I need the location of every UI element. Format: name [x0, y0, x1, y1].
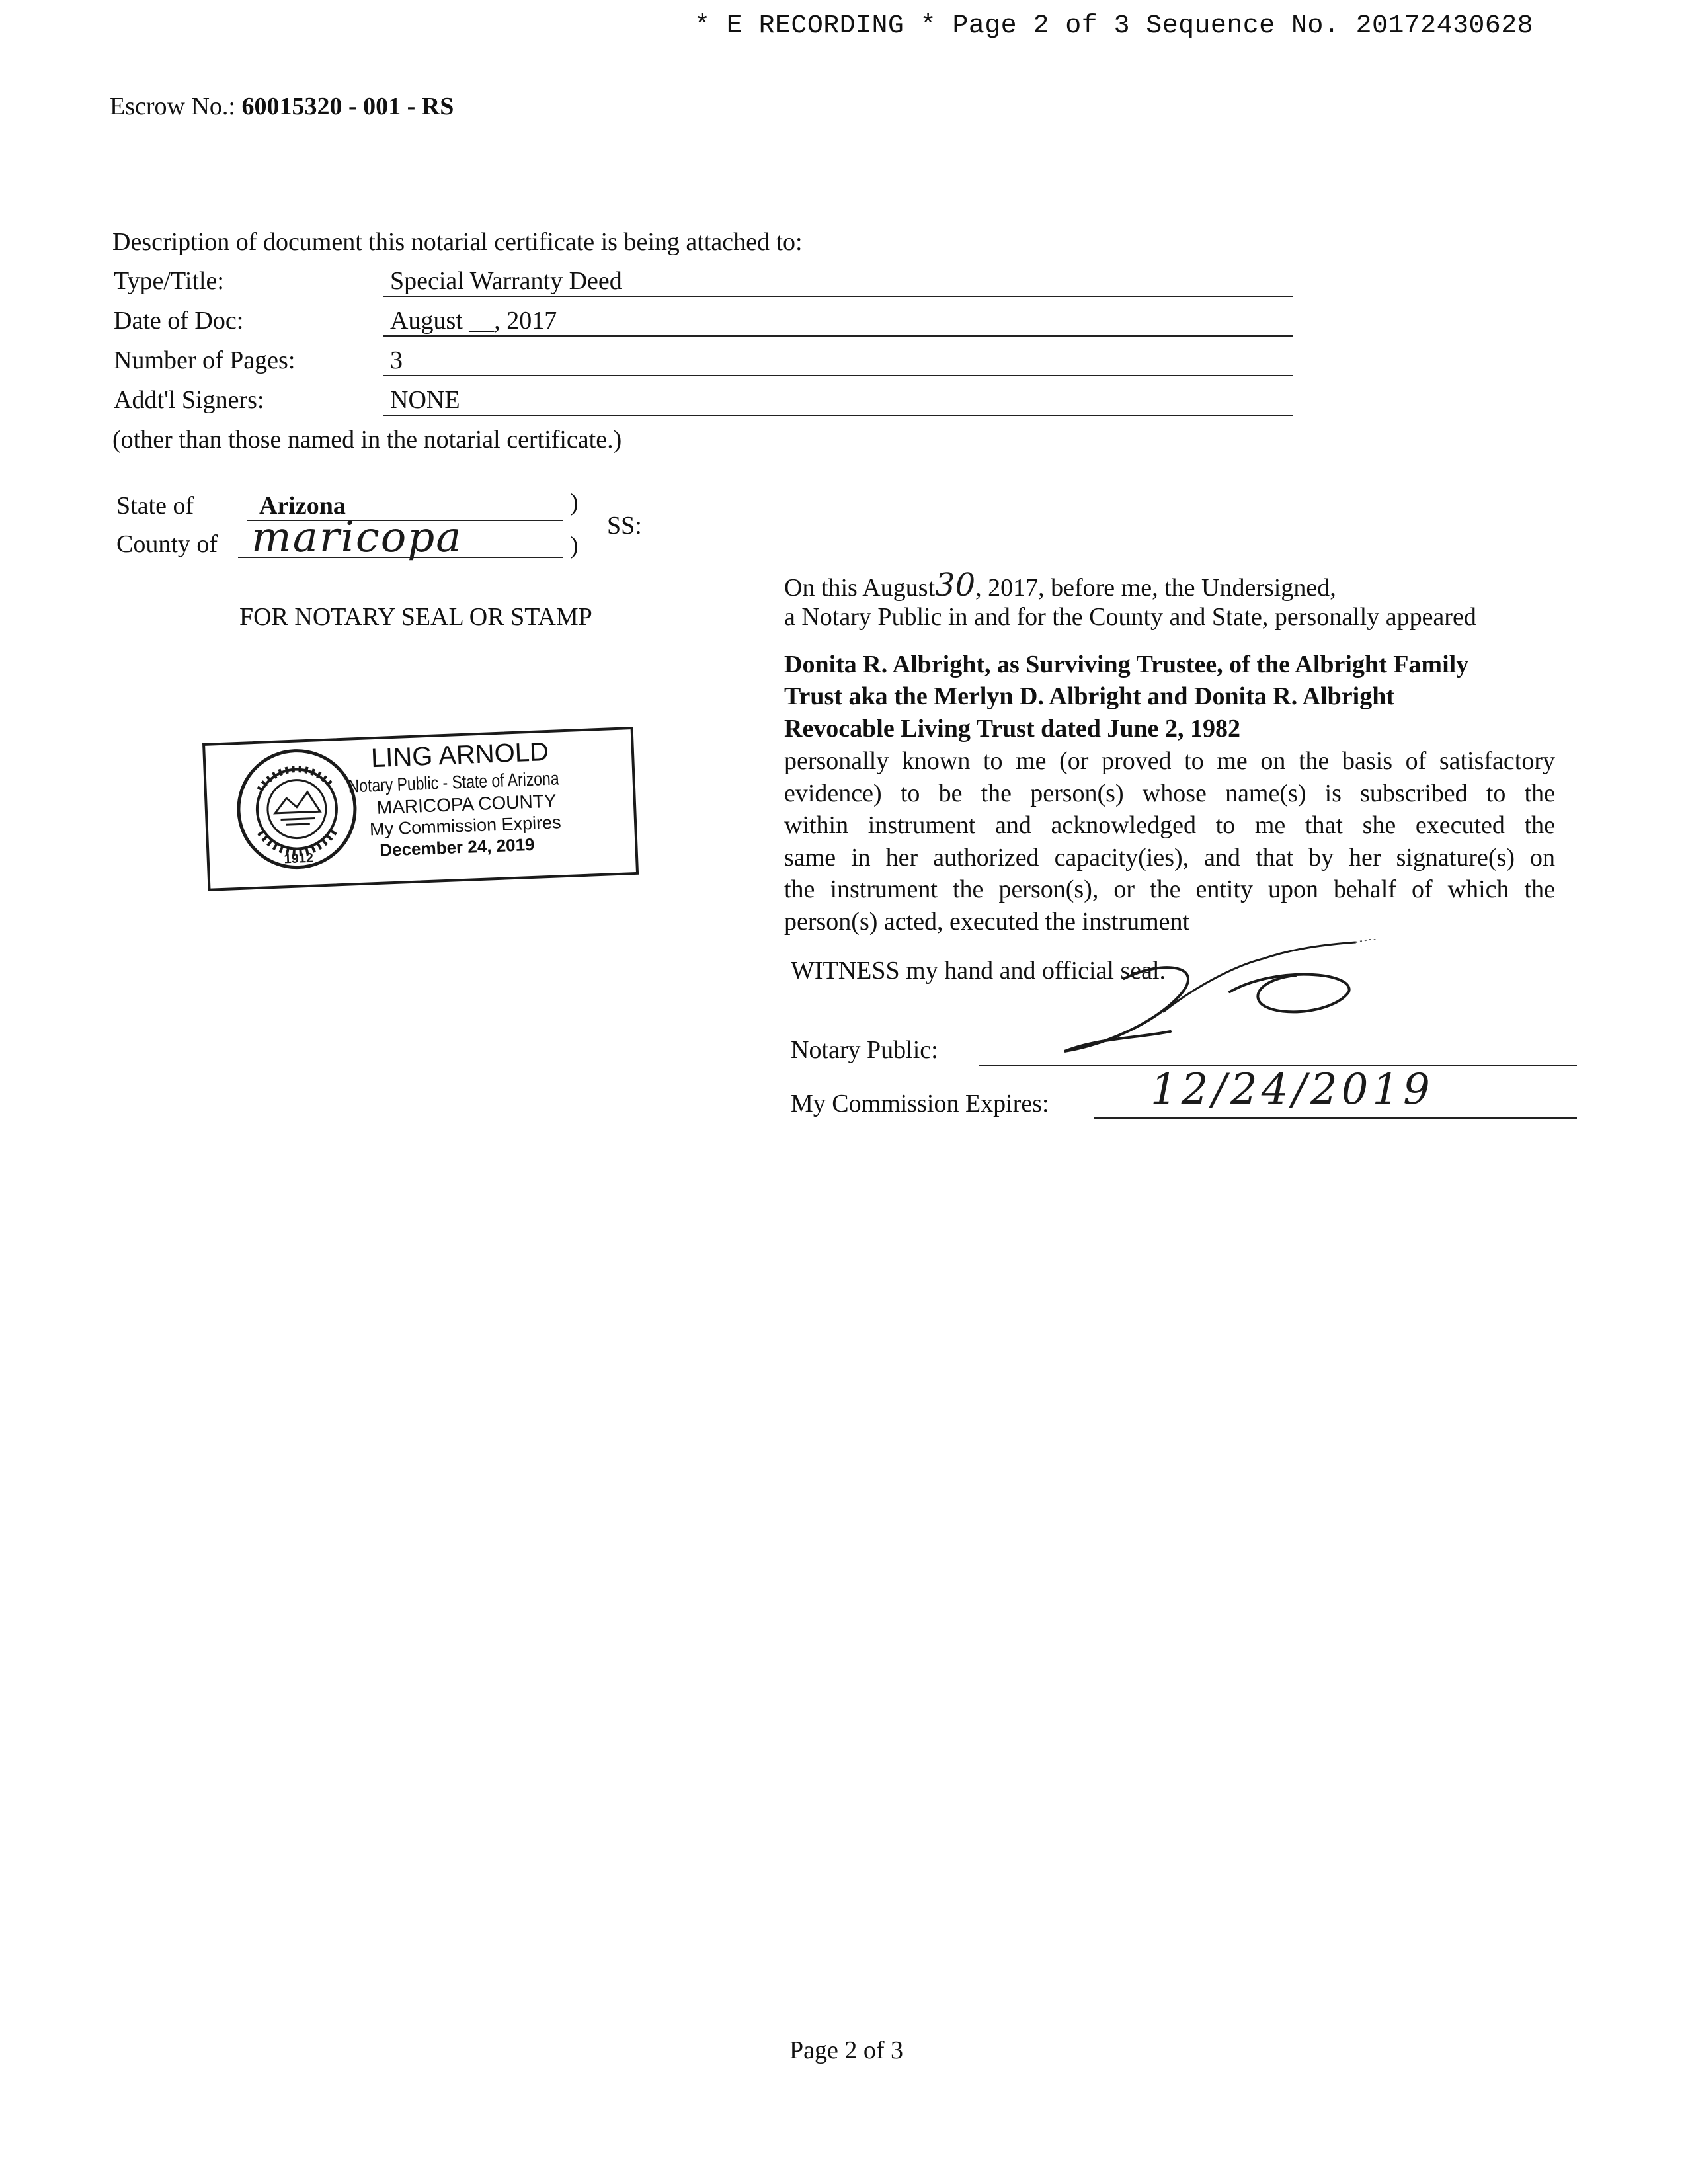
number-of-pages-label: Number of Pages: [114, 346, 296, 374]
type-title-label: Type/Title: [114, 267, 224, 295]
state-label: State of [116, 492, 194, 520]
type-title-value: Special Warranty Deed [390, 267, 622, 295]
state-seal-icon [231, 744, 362, 874]
county-paren: ) [570, 532, 579, 559]
addtl-signers-label: Addt'l Signers: [114, 386, 264, 414]
ack-line1 [784, 567, 1336, 604]
county-underline [238, 557, 563, 558]
ack-body-line: evidence) to be the person(s) whose name(s) is subscribed to the [784, 779, 1555, 807]
escrow-value: 60015320 - 001 - RS [241, 93, 454, 120]
notary-public-label: Notary Public: [791, 1036, 938, 1064]
description-intro: Description of document this notarial certificate is being attached to: [112, 228, 803, 256]
stamp-line4: December 24, 2019 [379, 834, 535, 860]
escrow-number [110, 91, 454, 122]
commission-value: 12/24/2019 [1150, 1065, 1434, 1114]
recording-header: * E RECORDING * Page 2 of 3 Sequence No. 20172430628 [694, 11, 1534, 41]
ack-body-line: within instrument and acknowledged to me that she executed the [784, 811, 1555, 839]
addtl-signers-underline [383, 415, 1293, 416]
number-of-pages-underline [383, 375, 1293, 376]
description-footnote: (other than those named in the notarial certificate.) [112, 426, 622, 454]
state-value: Arizona [259, 492, 346, 520]
date-of-doc-underline [383, 335, 1293, 337]
notary-stamp [202, 727, 639, 891]
stamp-line1: Notary Public - State of Arizona [348, 768, 560, 797]
stamp-line3: My Commission Expires [369, 812, 562, 840]
ack-body-line: personally known to me (or proved to me on the basis of satisfactory [784, 747, 1555, 775]
ack-line2: a Notary Public in and for the County and State, personally appeared [784, 603, 1476, 631]
ss-label: SS: [607, 512, 642, 540]
date-of-doc-value: August __, 2017 [390, 307, 557, 335]
ack-name-line3: Revocable Living Trust dated June 2, 1982 [784, 715, 1241, 743]
stamp-name: LING ARNOLD [370, 737, 549, 774]
commission-underline [1094, 1117, 1577, 1119]
ack-body-line: the instrument the person(s), or the entity upon behalf of which the [784, 875, 1555, 903]
type-title-underline [383, 296, 1293, 297]
county-value: maricopa [251, 513, 463, 562]
escrow-label: Escrow No.: [110, 93, 235, 120]
state-paren: ) [570, 489, 579, 516]
ack-day: 30 [935, 567, 976, 604]
commission-label: My Commission Expires: [791, 1090, 1049, 1117]
notary-signature [1045, 939, 1455, 1071]
ack-line1-pre: On this August [784, 574, 936, 602]
ack-line1-post: , 2017, before me, the Undersigned, [975, 574, 1336, 602]
seal-caption: FOR NOTARY SEAL OR STAMP [239, 603, 592, 631]
seal-year: 1912 [284, 850, 314, 867]
ack-body [784, 745, 1555, 938]
ack-body-line: person(s) acted, executed the instrument [784, 907, 1190, 936]
stamp-line2: MARICOPA COUNTY [376, 790, 557, 818]
addtl-signers-value: NONE [390, 386, 460, 414]
date-of-doc-label: Date of Doc: [114, 307, 244, 335]
page-footer: Page 2 of 3 [789, 2037, 904, 2064]
number-of-pages-value: 3 [390, 346, 403, 374]
ack-name-line1: Donita R. Albright, as Surviving Trustee, of the Albright Family [784, 651, 1469, 678]
ack-body-line: same in her authorized capacity(ies), and that by her signature(s) on [784, 843, 1555, 871]
ack-name-line2: Trust aka the Merlyn D. Albright and Donita R. Albright [784, 682, 1394, 710]
county-label: County of [116, 530, 218, 558]
witness-line: WITNESS my hand and official seal. [791, 957, 1166, 985]
